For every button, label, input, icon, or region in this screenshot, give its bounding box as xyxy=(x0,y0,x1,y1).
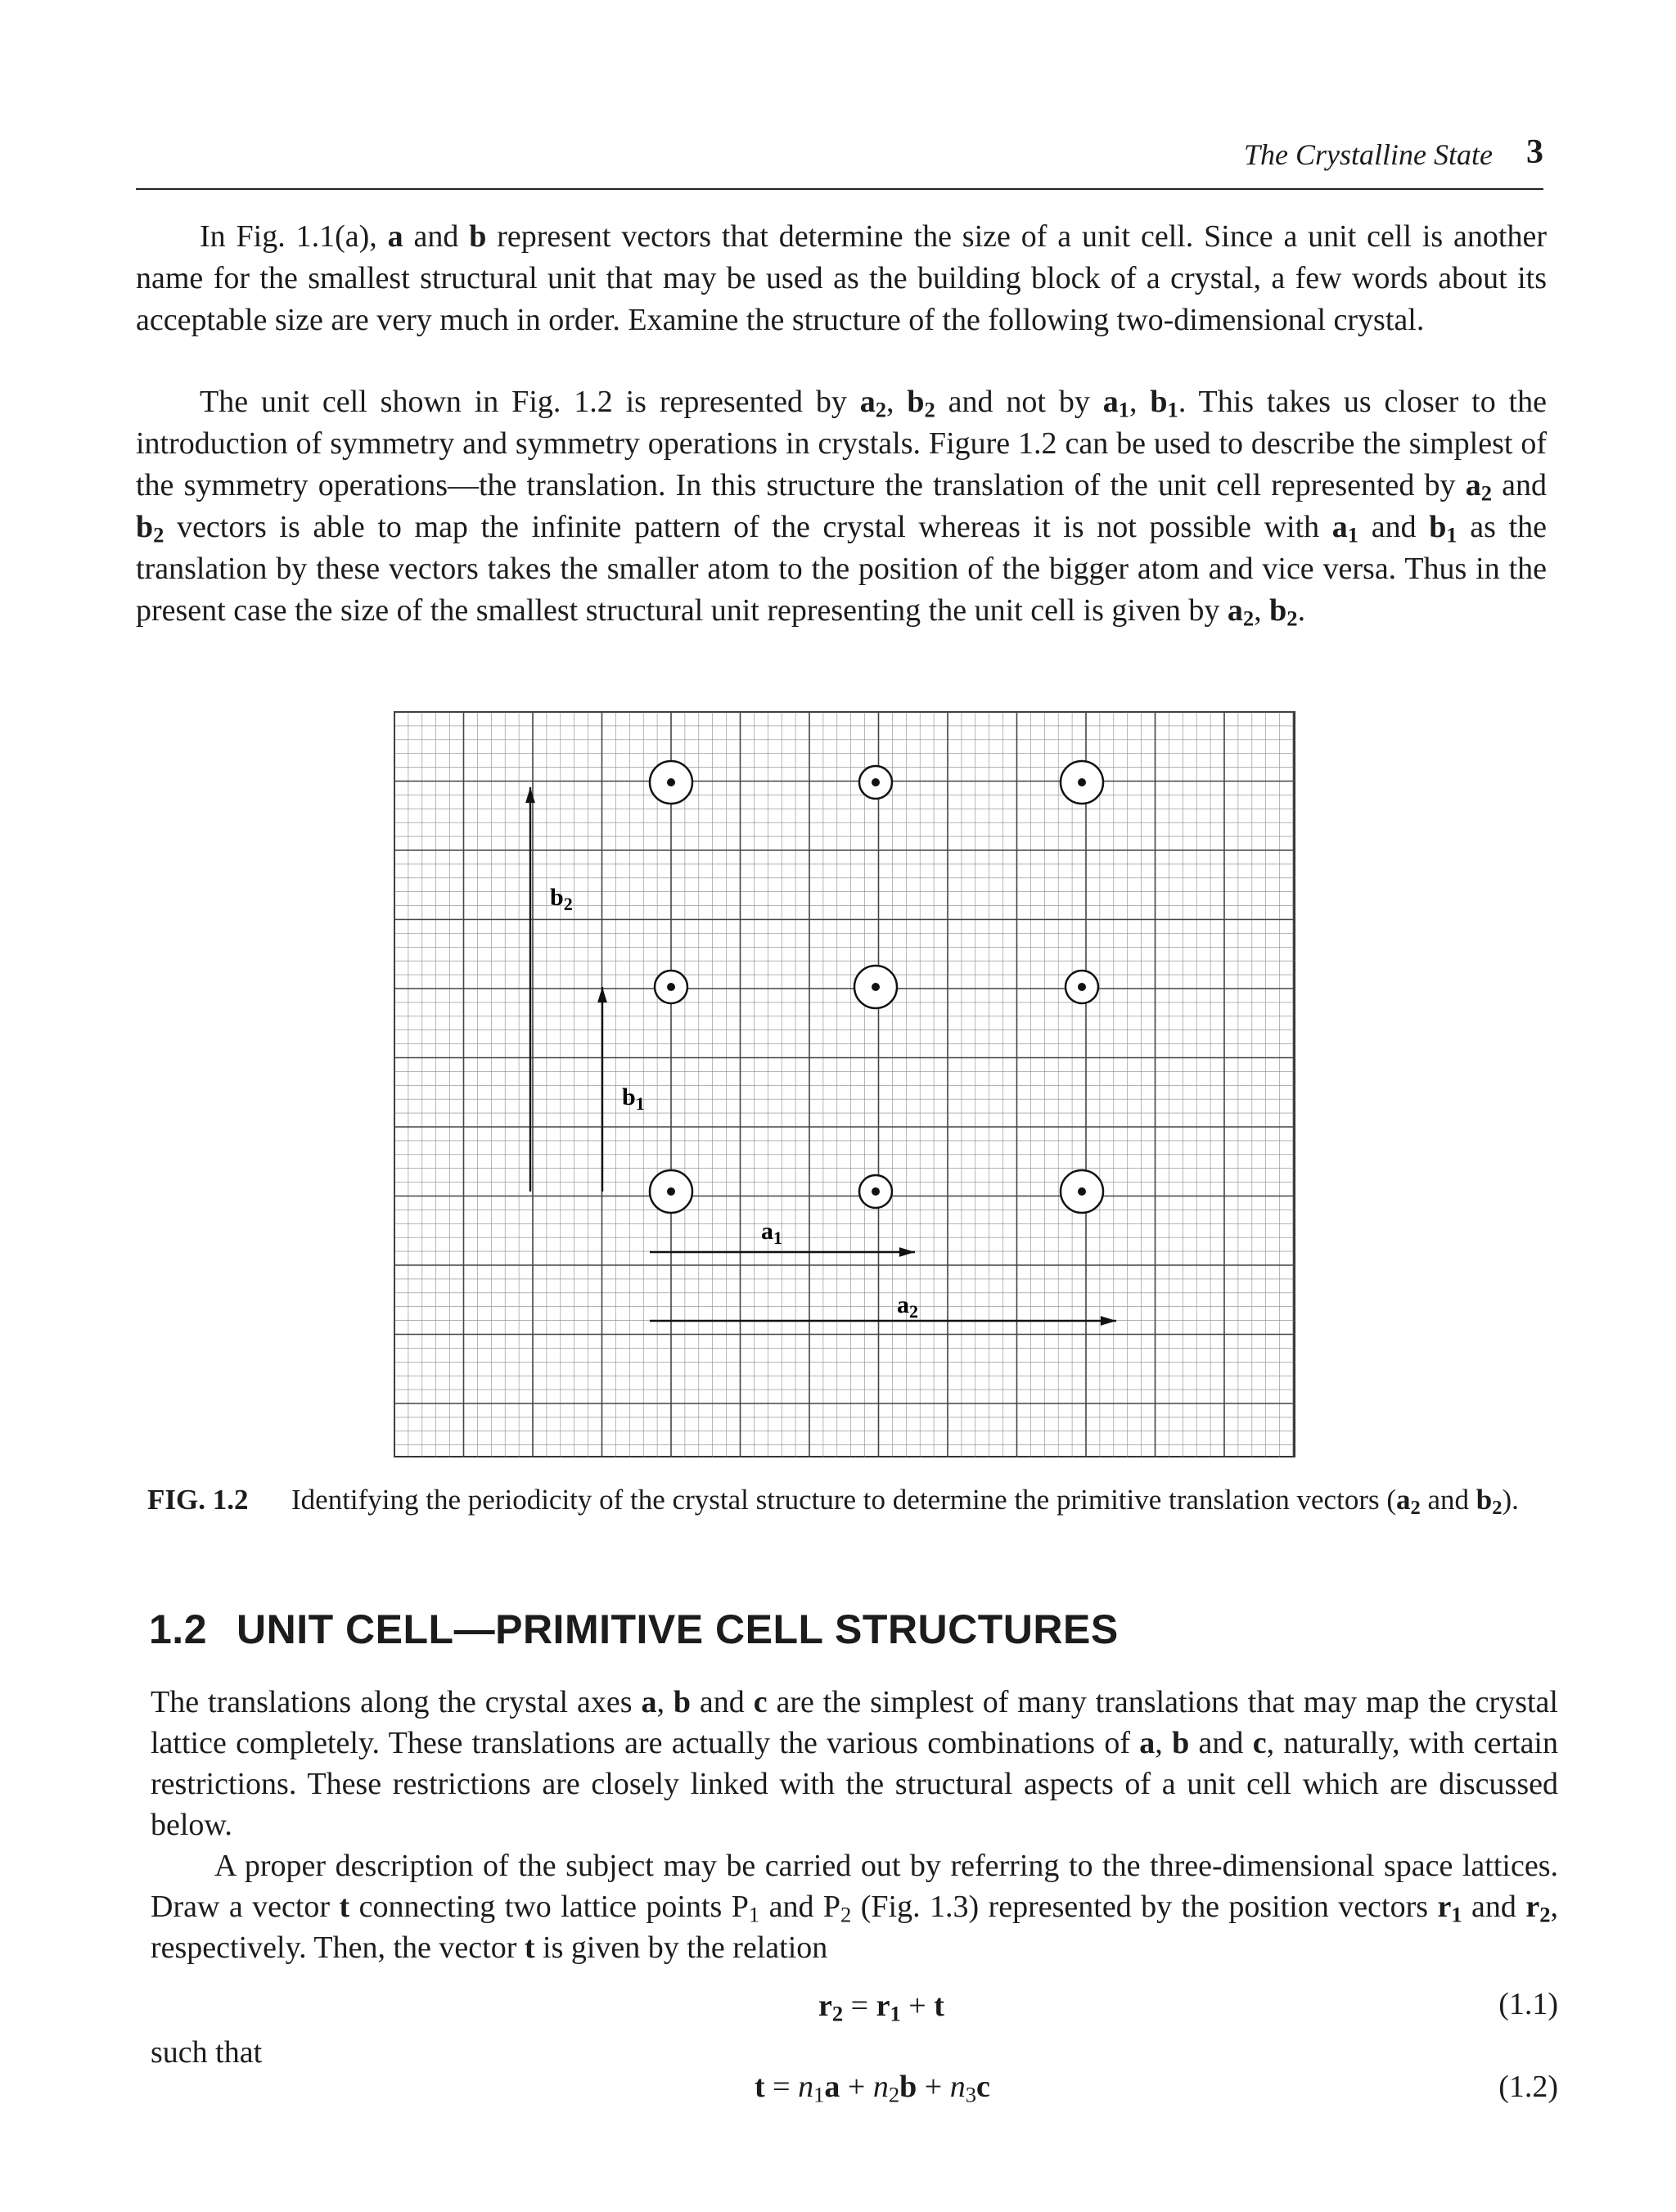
atom-center-dot xyxy=(872,778,880,786)
figure-1-2-lattice-diagram xyxy=(386,709,1300,1462)
atom-center-dot xyxy=(1078,778,1086,786)
p2-text-6: and xyxy=(1358,510,1430,544)
paragraph-4: A proper description of the subject may be carried out by referring to the three-dimensional space lattices. Draw a vector t connecting two lattice points $P_1$ and $P_2$ (Fig. 1.3) represented by the position vectors $r_1$ and $r_2$, respectively. Then, the vector t is given by the relation xyxy=(151,1849,1558,1965)
p3-text-5: , naturally, with certain restrictions. These restrictions are closely linked with the structural aspects of a unit cell which are discussed below. xyxy=(151,1726,1558,1842)
paragraph-1 xyxy=(136,216,1547,341)
p2-text-1: The unit cell shown in Fig. 1.2 is represented by xyxy=(200,385,860,419)
atom-center-dot xyxy=(872,983,880,991)
page-header xyxy=(136,131,1543,190)
graph-paper-svg xyxy=(386,709,1300,1462)
paragraph-2: The unit cell shown in Fig. 1.2 is represented by $a_2$, $b_2$ and not by $a_1$, $b_1$. This takes us closer to the introduction of symmetry and symmetry operations in crystals. Figure 1.2 can be used to describe the simplest of the symmetry operations—the translation. In this structure the translation of the unit cell represented by $a_2$ and $b_2$ vectors is able to map the infinite pattern of the crystal whereas it is not possible with $a_1$ and $b_1$ as the translation by these vectors takes the smaller atom to the position of the bigger atom and vice versa. Thus in the present case the size of the smallest structural unit representing the unit cell is given by $a_2$, $b_2$. xyxy=(136,385,1548,631)
label-b2: $b_2$ xyxy=(550,884,573,914)
equation-1-2-number: (1.2) xyxy=(1498,2070,1558,2104)
p3-text-3: are the simplest of many translations that may map the crystal lattice completely. These translations are actually the various combinations of xyxy=(151,1685,1558,1760)
atom-center-dot xyxy=(1078,983,1086,991)
caption-text-b: and xyxy=(1420,1484,1476,1516)
caption-text-a: Identifying the periodicity of the crystal structure to determine the primitive translation vectors ( xyxy=(291,1484,1396,1516)
atom-center-dot xyxy=(667,778,675,786)
such-that-text: such that xyxy=(151,2035,263,2070)
running-title: The Crystalline State xyxy=(1244,138,1493,171)
caption-text: Identifying the periodicity of the crystal structure to determine the primitive translation vectors ($a_2$ and $b_2$). xyxy=(291,1484,1519,1520)
label-a1: $a_1$ xyxy=(761,1218,782,1248)
caption-label: FIG. 1.2 xyxy=(147,1484,249,1516)
p1-text-2: and xyxy=(403,219,470,254)
equation-1-2: $t = n_1a + n_2b + n_3c$ xyxy=(755,2070,990,2107)
p4-text-3: and P xyxy=(759,1890,841,1924)
section-title: UNIT CELL—PRIMITIVE CELL STRUCTURES xyxy=(237,1606,1119,1652)
p2-text-5: vectors is able to map the infinite pattern of the crystal whereas it is not possible with xyxy=(164,510,1332,544)
p2-text-7: as the translation by these vectors takes the smaller atom to the position of the bigger atom and vice versa. Thus in the present case the size of the smallest structural unit representing the unit cell is given by xyxy=(136,510,1548,628)
p2-text-3: . This takes us closer to the introduction of symmetry and symmetry operations in crystals. Figure 1.2 can be used to describe the simplest of the symmetry operations—the translation. In this structure the translation of the unit cell represented by xyxy=(136,385,1547,502)
label-a2: $a_2$ xyxy=(897,1291,918,1322)
p1-text-1: In Fig. 1.1(a), xyxy=(200,219,388,254)
equation-1-1-number: (1.1) xyxy=(1498,1987,1558,2021)
section-number: 1.2 xyxy=(149,1606,208,1652)
p2-text-2: and not by xyxy=(935,385,1103,419)
atom-center-dot xyxy=(667,1187,675,1196)
p2-text-4: and xyxy=(1491,468,1547,502)
p3-text-2: and xyxy=(691,1685,754,1719)
atom-center-dot xyxy=(667,983,675,991)
p1-vector-b: b xyxy=(469,219,487,254)
p4-text-2: connecting two lattice points P xyxy=(349,1890,749,1924)
p2-text-8: . xyxy=(1297,593,1306,628)
p4-text-1: A proper description of the subject may be carried out by referring to the three-dimensional space lattices. Draw a vector xyxy=(151,1849,1558,1924)
p3-text-4: and xyxy=(1189,1726,1253,1760)
p1-text-3: represent vectors that determine the size of a unit cell. Since a unit cell is another name for the smallest structural unit that may be used as the building block of a crystal, a few words about its acceptable size are very much in order. Examine the structure of the following two-dimensional crystal. xyxy=(136,219,1548,337)
atom-center-dot xyxy=(1078,1187,1086,1196)
p4-text-5: and xyxy=(1462,1890,1526,1924)
p1-vector-a: a xyxy=(387,219,403,254)
p4-text-6: , respectively. Then, the vector xyxy=(151,1890,1558,1965)
page-number: 3 xyxy=(1526,133,1543,171)
p3-text-1: The translations along the crystal axes xyxy=(151,1685,642,1719)
paragraph-3: The translations along the crystal axes a, b and c are the simplest of many translations that may map the crystal lattice completely. These translations are actually the various combinations of a, b and c, naturally, with certain restrictions. These restrictions are closely linked with the structural aspects of a unit cell which are discussed below. xyxy=(151,1685,1558,1842)
section-heading xyxy=(149,1606,1119,1653)
caption-text-c: ). xyxy=(1502,1484,1519,1516)
equation-1-1: $r_2 = r_1 + t$ xyxy=(818,1989,944,2026)
p4-text-7: is given by the relation xyxy=(534,1930,828,1965)
label-b1: $b_1$ xyxy=(622,1083,645,1114)
atom-center-dot xyxy=(872,1187,880,1196)
p4-text-4: (Fig. 1.3) represented by the position vectors xyxy=(851,1890,1438,1924)
